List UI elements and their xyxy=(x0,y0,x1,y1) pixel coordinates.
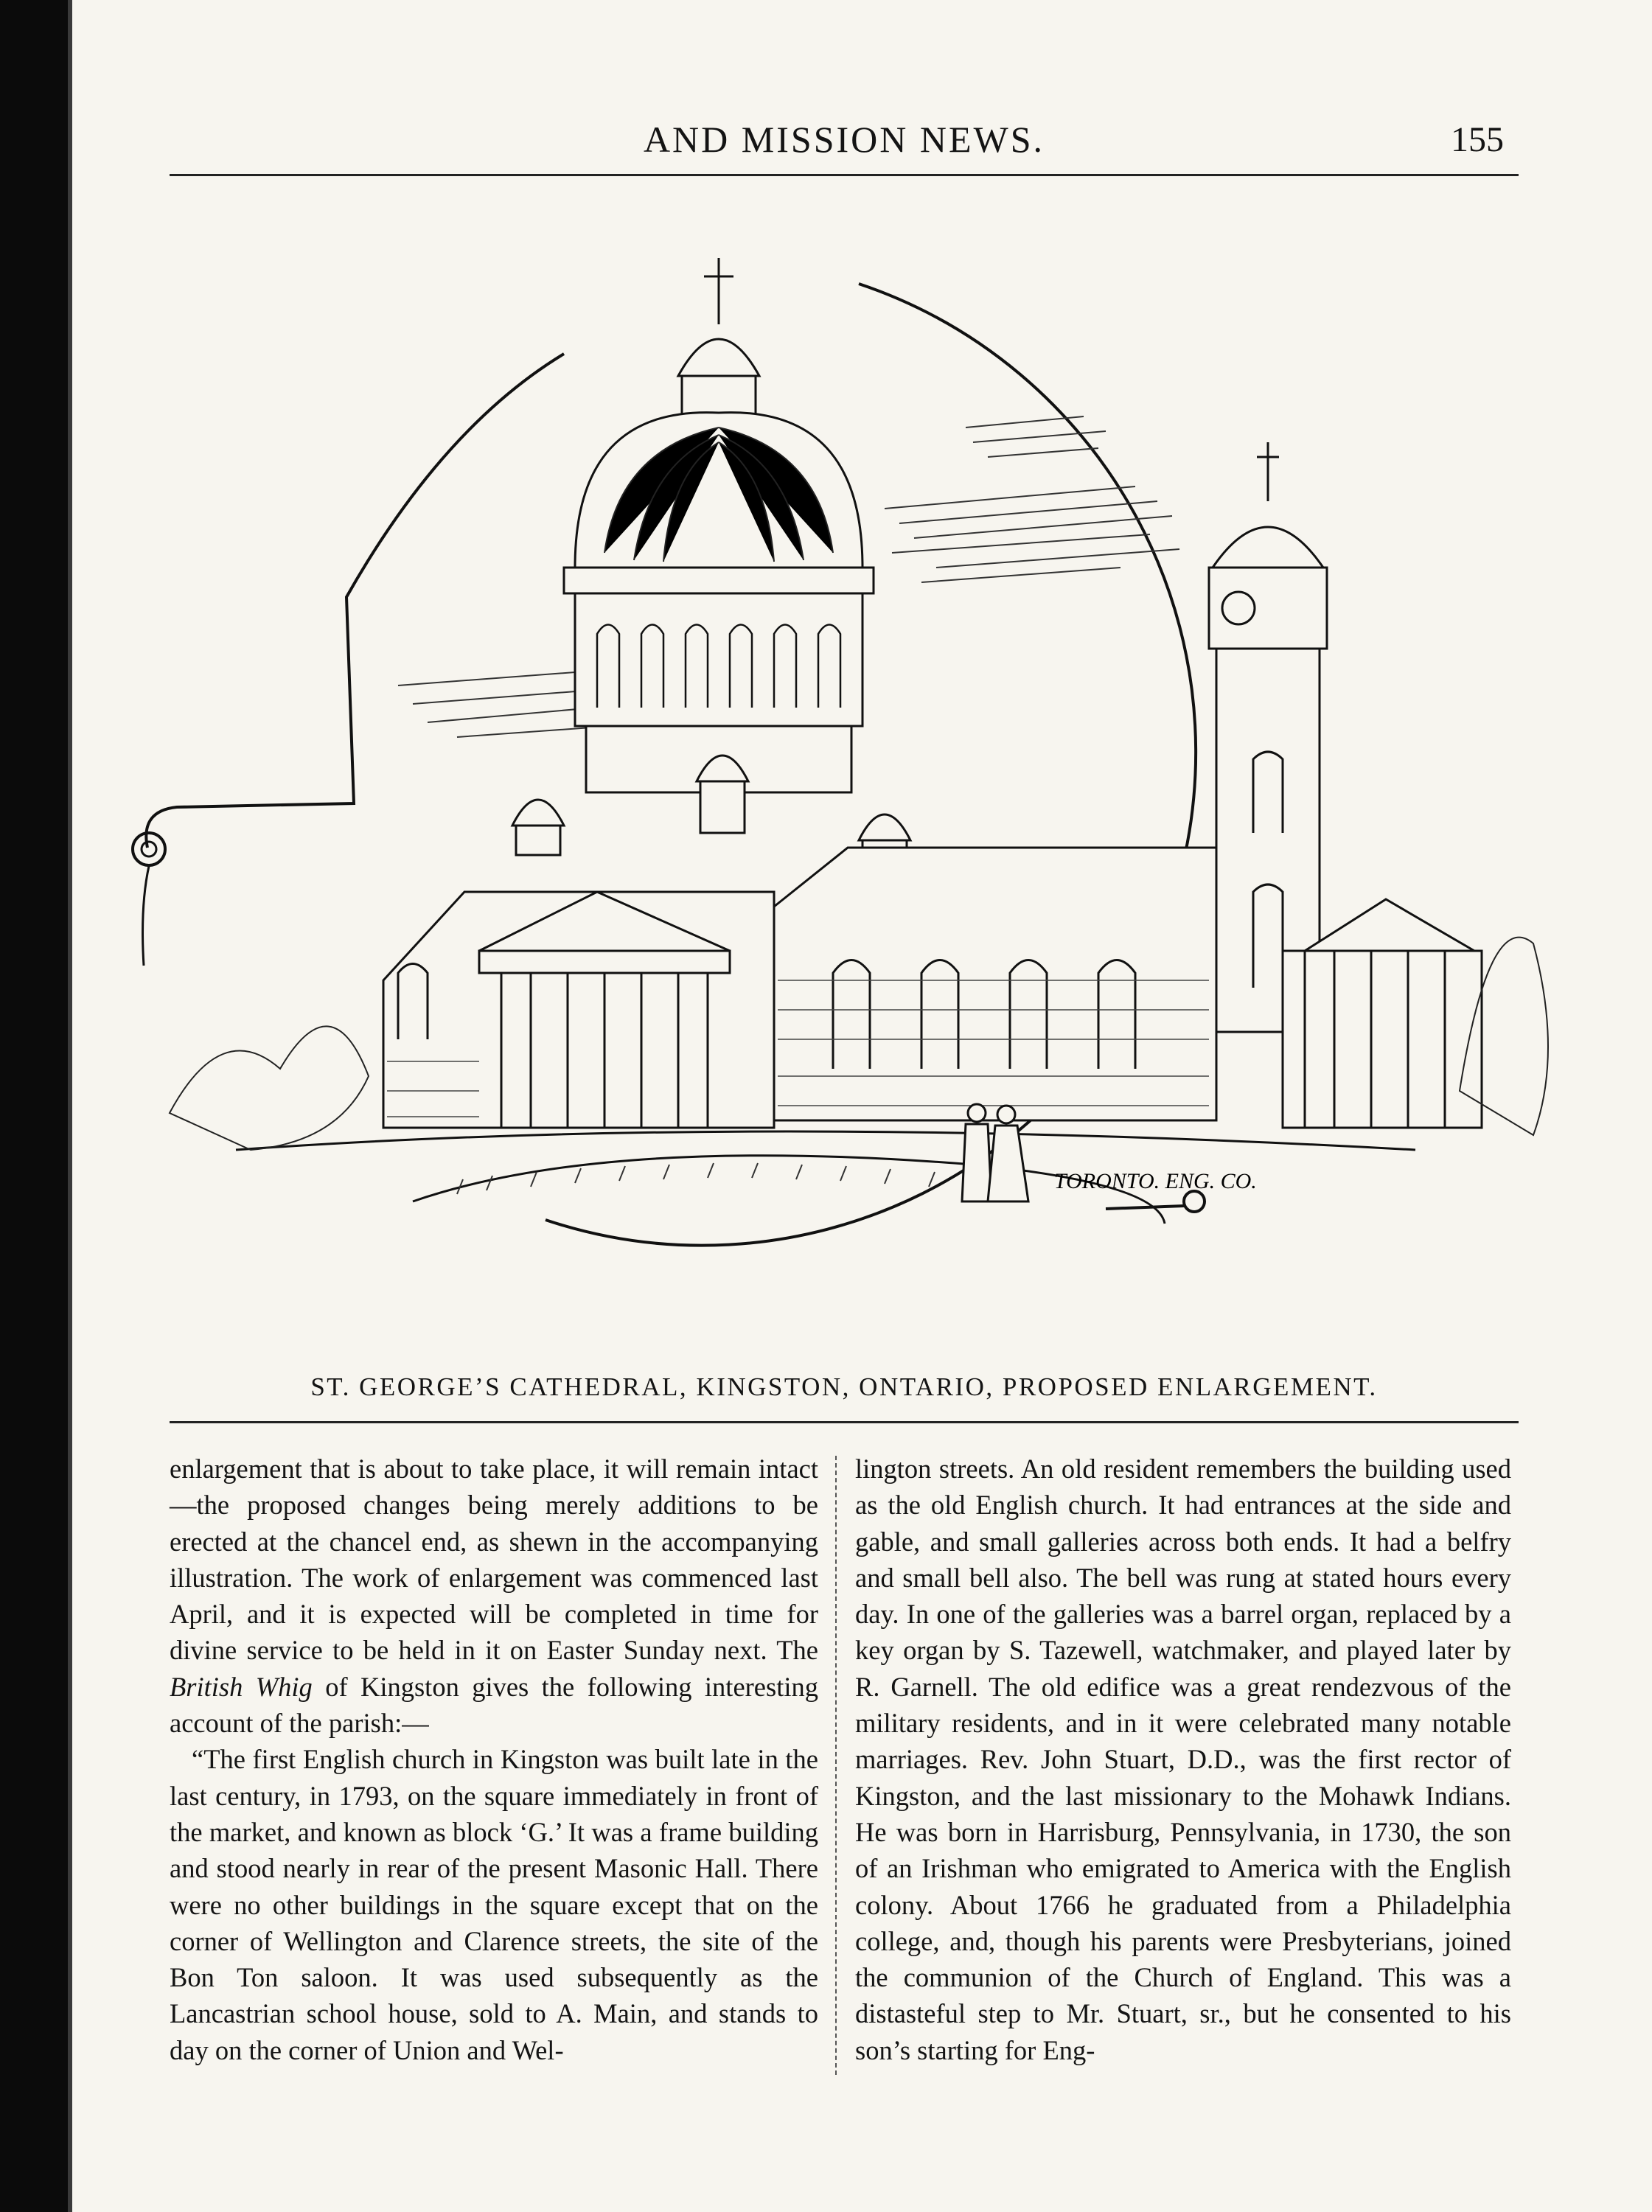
page-number: 155 xyxy=(1451,120,1504,159)
header-rule xyxy=(170,174,1519,176)
caption-rule xyxy=(170,1421,1519,1423)
cathedral-engraving xyxy=(88,243,1563,1349)
column-divider xyxy=(835,1456,837,2075)
illustration-caption: ST. GEORGE’S CATHEDRAL, KINGSTON, ONTARIO, PROPOSED ENLARGEMENT. xyxy=(310,1372,1378,1401)
text-column-left xyxy=(170,1451,818,2068)
binding-edge xyxy=(0,0,68,2212)
paragraph: lington streets. An old resident remembers the building used as the old English church. It had entrances at the side and gable, and small galleries across both ends. It had a belfry and small bell also. The bell was rung at stated hours every day. In one of the galleries was a barrel organ, replaced by a key organ by S. Tazewell, watchmaker, and played later by R. Garnell. The old edifice was a great rendezvous of the military residents, and in it were celebrated many notable marriages. Rev. John Stuart, D.D., was the first rector of Kingston, and the last missionary to the Mohawk Indians. He was born in Harrisburg, Pennsylvania, in 1730, the son of an Irishman who emigrated to America with the English colony. About 1766 he graduated from a Philadelphia college, and, though his parents were Presbyterians, joined the communion of the Church of England. This was a distasteful step to Mr. Stuart, sr., but he consented to his son’s starting for Eng- xyxy=(855,1454,1511,2065)
paragraph: “The first English church in Kingston was built late in the last century, in 1793, on the square immediately in front of the market, and known as block ‘G.’ It was a frame building and stood nearly in rear of the present Masonic Hall. There were no other buildings in the square except that on the corner of Wellington and Clarence streets, the site of the Bon Ton saloon. It was used subsequently as the Lancastrian school house, sold to A. Main, and stands to day on the corner of Union and Wel- xyxy=(170,1744,818,2065)
text-column-right xyxy=(855,1451,1511,2068)
engraver-mark: TORONTO. ENG. CO. xyxy=(1054,1169,1257,1193)
journal-title: AND MISSION NEWS. xyxy=(643,119,1045,160)
paragraph: enlargement that is about to take place, it will remain intact—the proposed changes being merely additions to be erected at the chancel end, as shewn in the accompanying illustration. The work of enlargement was commenced last April, and it is expected will be completed in time for divine service to be held in it on Easter Sunday next. The British Whig of Kingston gives the following interesting account of the parish:— xyxy=(170,1454,818,1739)
binding-shadow xyxy=(68,0,72,2212)
running-head xyxy=(170,118,1519,177)
newspaper-title: British Whig xyxy=(170,1671,313,1702)
